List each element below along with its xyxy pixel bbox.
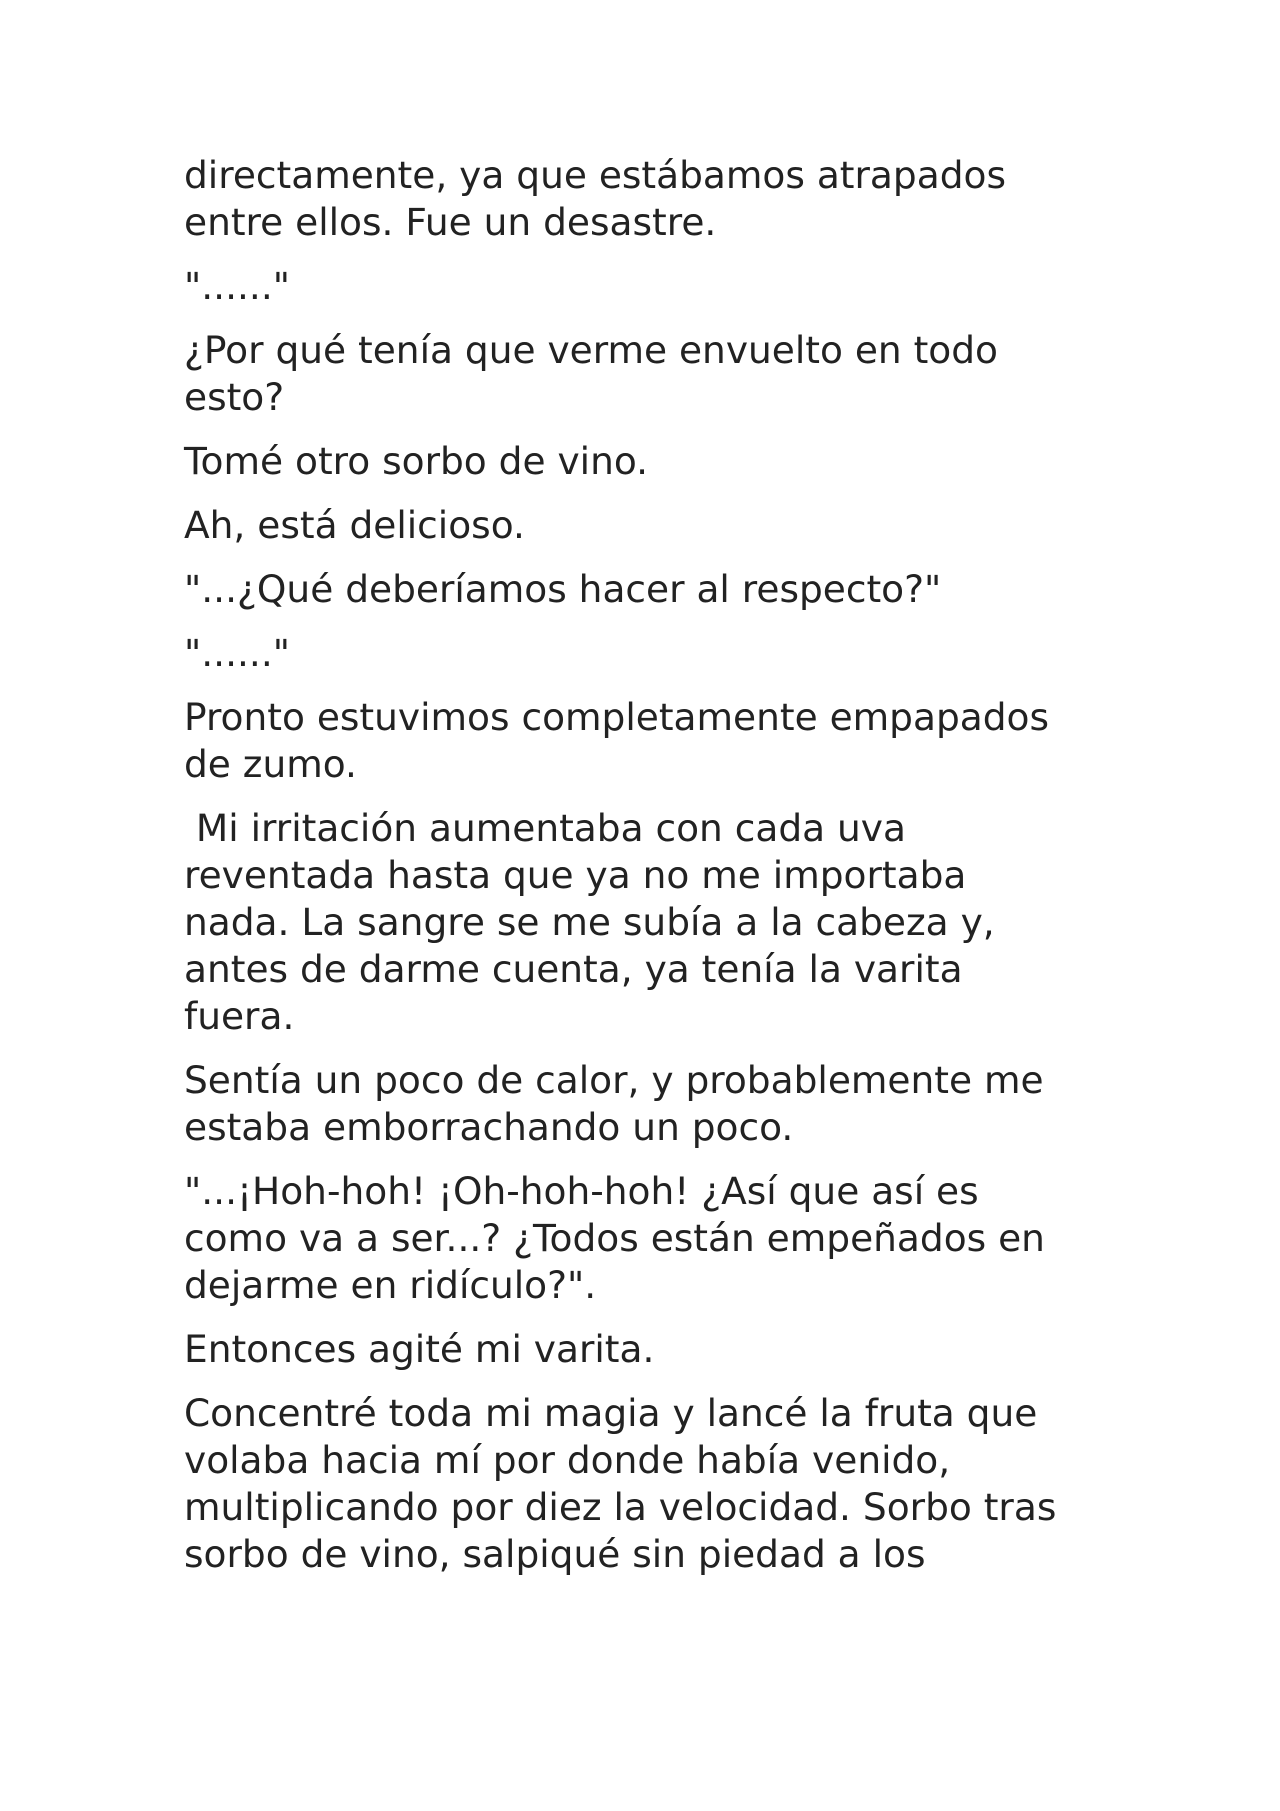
paragraph: "......"	[184, 631, 291, 675]
paragraph: Sentía un poco de calor, y probablemente me estaba emborrachando un poco.	[184, 1058, 1044, 1149]
paragraph: Tomé otro sorbo de vino.	[184, 439, 649, 483]
paragraph: Concentré toda mi magia y lancé la fruta que volaba hacia mí por donde había venido, multiplicando por diez la velocidad. Sorbo tras sorbo de vino, salpiqué sin piedad a los	[184, 1391, 1057, 1576]
paragraph: "...¡Hoh-hoh! ¡Oh-hoh-hoh! ¿Así que así es como va a ser...? ¿Todos están empeñados en dejarme en ridículo?".	[184, 1169, 1045, 1307]
paragraph: directamente, ya que estábamos atrapados entre ellos. Fue un desastre.	[184, 153, 1006, 244]
paragraph: "......"	[184, 264, 291, 308]
paragraph: "...¿Qué deberíamos hacer al respecto?"	[184, 567, 942, 611]
body-text	[184, 152, 1104, 1595]
paragraph: Mi irritación aumentaba con cada uva reventada hasta que ya no me importaba nada. La sangre se me subía a la cabeza y, antes de darme cuenta, ya tenía la varita fuera.	[184, 806, 995, 1038]
paragraph: Ah, está delicioso.	[184, 503, 525, 547]
paragraph: Entonces agité mi varita.	[184, 1327, 655, 1371]
paragraph: ¿Por qué tenía que verme envuelto en todo esto?	[184, 328, 998, 419]
paragraph: Pronto estuvimos completamente empapados de zumo.	[184, 695, 1050, 786]
